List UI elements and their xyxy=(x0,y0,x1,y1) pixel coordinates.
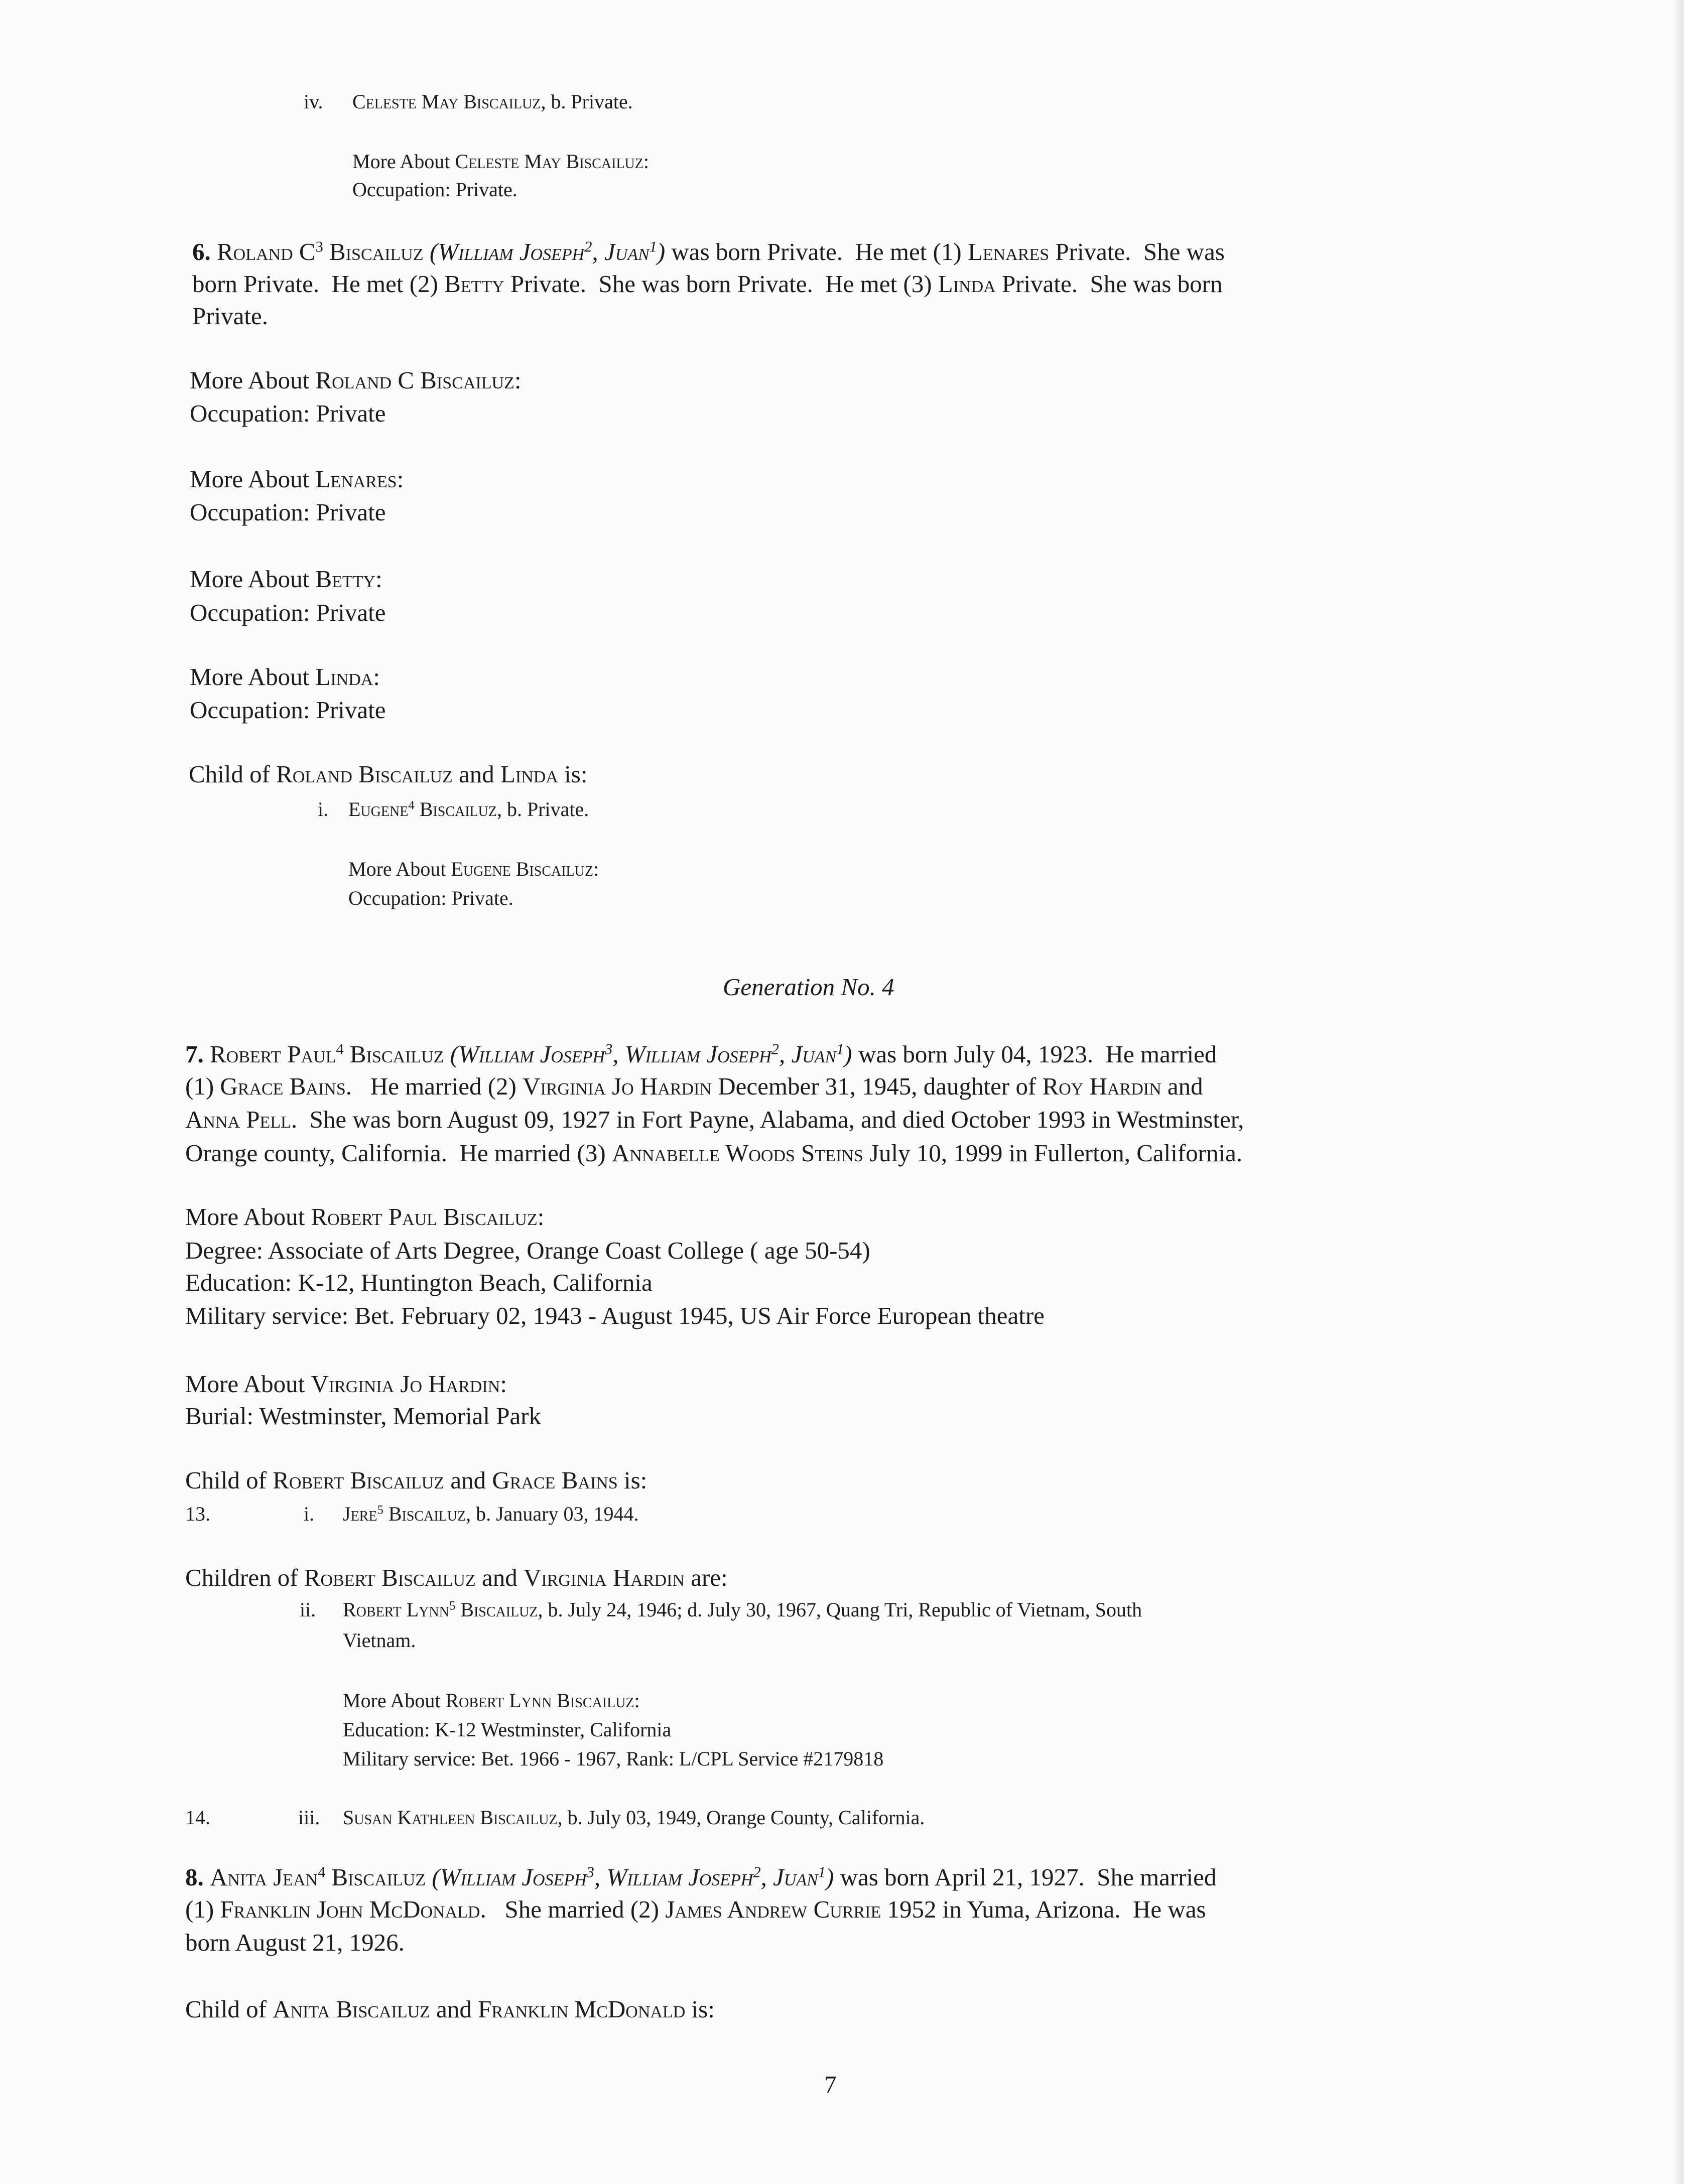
text-run: . He married (2) xyxy=(345,1072,523,1100)
text-run: Juan xyxy=(773,1863,818,1891)
text-run: , xyxy=(760,1863,773,1891)
text-run: Celeste May Biscailuz xyxy=(455,150,643,173)
text-run: born Private. He met (2) xyxy=(192,270,445,298)
text-run: William Joseph xyxy=(606,1863,753,1891)
text-run: Susan Kathleen Biscailuz xyxy=(343,1806,558,1829)
text-run: 4 xyxy=(336,1040,344,1058)
children-heading xyxy=(185,1464,647,1497)
text-run: 8. xyxy=(185,1863,204,1891)
occupation: Occupation: Private. xyxy=(352,178,517,201)
text-run: 3 xyxy=(605,1040,613,1058)
text-run: 3 xyxy=(586,1863,594,1881)
text-run: 1952 in Yuma, Arizona. He was xyxy=(881,1895,1206,1923)
text-run: Biscailuz xyxy=(414,798,497,821)
text-run: Celeste May Biscailuz xyxy=(352,90,541,113)
text-run: Betty xyxy=(444,270,504,298)
text-run: Roy Hardin xyxy=(1042,1072,1161,1100)
text-run: and xyxy=(430,1995,478,2023)
child-reference-number: 14. xyxy=(185,1806,210,1829)
text-run: : xyxy=(537,1203,545,1231)
text-run: 2 xyxy=(584,238,592,255)
text-run: More About xyxy=(190,366,316,394)
text-run: and xyxy=(444,1466,492,1494)
text-run: was born April 21, 1927. She married xyxy=(834,1863,1217,1891)
text-run: Lenares xyxy=(315,465,397,493)
text-run: 1 xyxy=(836,1040,844,1058)
child-entry xyxy=(343,1593,1142,1626)
text-run: ) xyxy=(657,238,666,265)
text-run: , xyxy=(592,238,604,265)
text-run: William Joseph xyxy=(458,1040,605,1068)
child-entry xyxy=(348,793,589,826)
text-run: Robert Lynn xyxy=(343,1598,449,1621)
text-run: 6. xyxy=(192,238,211,265)
text-run: Private. She was born Private. He met (3) xyxy=(504,270,938,298)
text-run: 7. xyxy=(185,1040,204,1068)
text-run: Children of xyxy=(185,1564,304,1591)
text-run: 3 xyxy=(315,238,323,255)
entry-paragraph-line xyxy=(185,1861,1216,1894)
text-run: was born Private. He met (1) xyxy=(665,238,968,265)
occupation: Occupation: Private. xyxy=(348,887,513,909)
text-run: : xyxy=(514,366,522,394)
text-run: : xyxy=(500,1370,507,1398)
text-run: and xyxy=(1161,1072,1203,1100)
text-run: Linda xyxy=(938,270,996,298)
text-run: : xyxy=(373,663,380,691)
text-run: ( xyxy=(450,1040,459,1068)
text-run: , xyxy=(594,1863,607,1891)
text-run: Child of xyxy=(185,1466,273,1494)
text-run: Virginia Hardin xyxy=(523,1564,685,1591)
text-run: Betty xyxy=(315,565,375,593)
more-about-heading xyxy=(190,364,521,397)
text-run: Franklin John McDonald xyxy=(220,1895,480,1923)
text-run: , b. Private. xyxy=(496,798,589,821)
text-run: 1 xyxy=(649,238,657,255)
text-run: Anna Pell xyxy=(185,1106,291,1133)
text-run: Virginia Jo Hardin xyxy=(311,1370,500,1398)
text-run: Biscailuz xyxy=(383,1503,466,1525)
page-number: 7 xyxy=(824,2071,837,2098)
more-about-heading xyxy=(185,1368,507,1401)
text-run xyxy=(204,1040,210,1068)
child-number: iii. xyxy=(298,1806,320,1829)
entry-paragraph-line xyxy=(192,300,268,333)
text-run: Grace Bains xyxy=(492,1466,618,1494)
text-run: , xyxy=(779,1040,792,1068)
text-run: Jere xyxy=(343,1503,377,1525)
text-run: ) xyxy=(844,1040,852,1068)
text-run: 5 xyxy=(377,1503,383,1517)
text-run: and xyxy=(452,760,500,788)
text-run xyxy=(211,238,217,265)
text-run: : xyxy=(593,858,599,880)
text-run: Anita Biscailuz xyxy=(273,1995,430,2023)
text-run: Biscailuz xyxy=(343,1040,450,1068)
text-run: , b. January 03, 1944. xyxy=(466,1503,639,1525)
text-run: More About xyxy=(348,858,451,880)
text-run: Private. xyxy=(192,302,269,330)
text-run: Robert Biscailuz xyxy=(304,1564,476,1591)
child-number: i. xyxy=(318,798,329,821)
text-run: (1) xyxy=(185,1895,220,1923)
text-run: , b. July 03, 1949, Orange County, California. xyxy=(557,1806,925,1829)
text-run: Child of xyxy=(189,760,277,788)
text-run: July 10, 1999 in Fullerton, California. xyxy=(863,1139,1243,1167)
text-run: Robert Biscailuz xyxy=(273,1466,445,1494)
children-heading xyxy=(185,1993,715,2026)
text-run: Franklin McDonald xyxy=(478,1995,686,2023)
text-run: Grace Bains xyxy=(220,1072,346,1100)
occupation: Occupation: Private xyxy=(190,599,386,626)
text-run: are: xyxy=(684,1564,728,1591)
more-about-heading xyxy=(343,1684,640,1717)
children-heading xyxy=(189,758,587,791)
text-run: 2 xyxy=(771,1040,779,1058)
burial: Burial: Westminster, Memorial Park xyxy=(185,1402,542,1430)
text-run: Private. She was xyxy=(1049,238,1225,265)
text-run: and xyxy=(475,1564,524,1591)
entry-paragraph-line xyxy=(185,1137,1242,1170)
entry-paragraph-line xyxy=(185,1926,405,1959)
text-run: . She married (2) xyxy=(480,1895,666,1923)
child-number: iv. xyxy=(304,90,323,113)
text-run: Roland Biscailuz xyxy=(276,760,453,788)
text-run: , xyxy=(612,1040,625,1068)
text-run: Eugene Biscailuz xyxy=(451,858,593,880)
text-run: More About xyxy=(352,150,455,173)
text-run: Lenares xyxy=(967,238,1050,265)
text-run: : xyxy=(397,465,404,493)
text-run: More About xyxy=(185,1370,311,1398)
text-run: Roland C xyxy=(217,238,316,265)
text-run: December 31, 1945, daughter of xyxy=(712,1072,1043,1100)
text-run: Robert Paul Biscailuz xyxy=(311,1203,538,1231)
child-entry-continued: Vietnam. xyxy=(343,1629,416,1652)
text-run: Juan xyxy=(604,238,650,265)
text-run: born August 21, 1926. xyxy=(185,1929,405,1956)
more-about-heading xyxy=(190,563,382,596)
text-run: Eugene xyxy=(348,798,409,821)
text-run: , b. Private. xyxy=(541,90,633,113)
text-run: Robert Paul xyxy=(210,1040,336,1068)
text-run: ( xyxy=(432,1863,440,1891)
text-run: James Andrew Currie xyxy=(665,1895,881,1923)
child-entry xyxy=(343,1497,639,1531)
occupation: Occupation: Private xyxy=(190,399,386,427)
text-run: William Joseph xyxy=(438,238,585,265)
child-entry xyxy=(343,1801,925,1834)
text-run: is: xyxy=(617,1466,647,1494)
education: Education: K-12, Huntington Beach, California xyxy=(185,1269,653,1296)
text-run: is: xyxy=(685,1995,715,2023)
entry-paragraph-line xyxy=(192,235,1225,268)
more-about-heading xyxy=(190,463,404,496)
text-run: Roland C Biscailuz xyxy=(315,366,514,394)
child-number: ii. xyxy=(300,1598,316,1621)
text-run: Virginia Jo Hardin xyxy=(523,1072,712,1100)
text-run: 2 xyxy=(753,1863,761,1881)
occupation: Occupation: Private xyxy=(190,696,386,724)
military-service: Military service: Bet. February 02, 1943 - August 1945, US Air Force European theatre xyxy=(185,1302,1045,1329)
text-run: 5 xyxy=(449,1599,456,1613)
text-run: 1 xyxy=(818,1863,826,1881)
text-run: Linda xyxy=(315,663,373,691)
generation-heading: Generation No. 4 xyxy=(723,973,894,1001)
text-run: More About xyxy=(190,465,316,493)
degree: Degree: Associate of Arts Degree, Orange Coast College ( age 50-54) xyxy=(185,1237,870,1264)
text-run: Juan xyxy=(791,1040,837,1068)
text-run: More About xyxy=(185,1203,311,1231)
entry-paragraph-line xyxy=(192,267,1223,301)
text-run: More About xyxy=(190,663,316,691)
text-run: Linda xyxy=(500,760,558,788)
text-run: . She was born August 09, 1927 in Fort Payne, Alabama, and died October 1993 in Westminster, xyxy=(291,1106,1244,1133)
text-run: , b. July 24, 1946; d. July 30, 1967, Quang Tri, Republic of Vietnam, South xyxy=(538,1598,1142,1621)
text-run: Private. She was born xyxy=(995,270,1223,298)
text-run: is: xyxy=(558,760,588,788)
child-reference-number: 13. xyxy=(185,1503,210,1525)
text-run: More About xyxy=(343,1689,446,1712)
children-heading xyxy=(185,1561,728,1594)
more-about-heading xyxy=(348,853,599,886)
education: Education: K-12 Westminster, California xyxy=(343,1718,672,1741)
scan-page-edge xyxy=(1675,0,1684,2184)
occupation: Occupation: Private xyxy=(190,498,386,526)
military-service: Military service: Bet. 1966 - 1967, Rank: L/CPL Service #2179818 xyxy=(343,1747,884,1770)
text-run: Child of xyxy=(185,1995,273,2023)
text-run: : xyxy=(643,150,649,173)
text-run: : xyxy=(375,565,382,593)
child-number: i. xyxy=(304,1503,315,1525)
text-run: Robert Lynn Biscailuz xyxy=(445,1689,634,1712)
text-run: More About xyxy=(190,565,316,593)
entry-paragraph-line xyxy=(185,1070,1203,1103)
text-run: Anita Jean xyxy=(210,1863,318,1891)
entry-paragraph-line xyxy=(185,1103,1244,1136)
text-run: William Joseph xyxy=(624,1040,771,1068)
text-run: 4 xyxy=(318,1863,326,1881)
text-run: Biscailuz xyxy=(455,1598,538,1621)
text-run: (1) xyxy=(185,1072,220,1100)
entry-paragraph-line xyxy=(185,1038,1217,1071)
text-run: 4 xyxy=(408,798,415,812)
text-run xyxy=(204,1863,210,1891)
more-about-heading xyxy=(190,660,380,694)
text-run: Biscailuz xyxy=(323,238,430,265)
text-run: : xyxy=(634,1689,640,1712)
text-run: Orange county, California. He married (3) xyxy=(185,1139,612,1167)
more-about-heading xyxy=(185,1200,544,1234)
text-run: ) xyxy=(825,1863,834,1891)
text-run: William Joseph xyxy=(440,1863,587,1891)
text-run: ( xyxy=(429,238,438,265)
text-run: Annabelle Woods Steins xyxy=(611,1139,863,1167)
child-entry xyxy=(352,85,633,118)
text-run: Biscailuz xyxy=(325,1863,432,1891)
entry-paragraph-line xyxy=(185,1893,1206,1926)
text-run: was born July 04, 1923. He married xyxy=(852,1040,1217,1068)
